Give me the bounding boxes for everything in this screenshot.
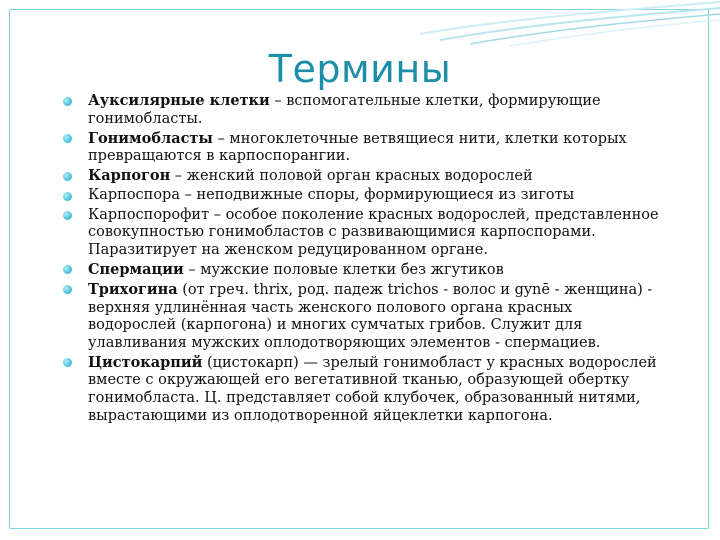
- list-item-auxiliary-cells: [63, 92, 663, 128]
- bullet-icon: [63, 211, 72, 220]
- decorative-wave: [400, 0, 720, 50]
- list-item-carpogonium: [63, 167, 663, 186]
- bullet-icon: [63, 285, 72, 294]
- term-definition: (от греч. thrix, род. падеж trichos - волос и gynē - женщина) - верхняя удлинённая часть женского полового органа красных водорослей (карпогона) и многих сумчатых грибов. Служит для улавливания мужских оплодотворяющих элементов - спермациев.: [88, 281, 653, 351]
- term-definition: – вспомогательные клетки, формирующие гонимобласты.: [88, 93, 601, 127]
- list-item-spermatia: [63, 261, 663, 280]
- bullet-icon: [63, 192, 72, 201]
- list-item-carpospore: [63, 187, 663, 205]
- term-name: Спермации: [88, 260, 184, 278]
- term-definition: – мужские половые клетки без жгутиков: [183, 261, 504, 278]
- term-definition: – женский половой орган красных водорослей: [170, 168, 533, 185]
- bullet-icon: [63, 172, 72, 181]
- bullet-icon: [63, 358, 72, 367]
- term-definition: – особое поколение красных водорослей, представленное совокупностью гонимобластов с развивающимися карпоспорами. Паразитирует на женском редуцированном органе.: [88, 206, 659, 258]
- bullet-icon: [63, 97, 72, 106]
- term-definition: (цистокарп) — зрелый гонимобласт у красных водорослей вместе с окружающей его вегетативной тканью, образующей обертку гонимобласта. Ц. представляет собой клубочек, образованный нитями, вырастающими из оплодотворенной яйцеклетки карпогона.: [88, 354, 657, 424]
- bullet-icon: [63, 134, 72, 143]
- list-item-trichogyne: [63, 281, 663, 352]
- list-item-carposporophyte: [63, 207, 663, 260]
- term-name: Трихогина: [88, 280, 178, 298]
- bullet-icon: [63, 265, 72, 274]
- list-item-gonimoblasts: [63, 130, 663, 166]
- term-name: Гонимобласты: [88, 129, 213, 147]
- terms-list: [88, 92, 688, 427]
- term-name: Ауксилярные клетки: [88, 92, 270, 109]
- term-definition: – неподвижные споры, формирующиеся из зиготы: [179, 187, 575, 204]
- slide-title: Термины: [268, 47, 452, 91]
- term-name: Карпогон: [88, 167, 171, 185]
- term-definition: – многоклеточные ветвящиеся нити, клетки которых превращаются в карпоспорангии.: [88, 130, 627, 165]
- term-name: Цистокарпий: [88, 353, 203, 371]
- term-name: Карпоспора: [88, 187, 180, 204]
- list-item-cystocarp: [63, 354, 663, 425]
- term-name: Карпоспорофит: [88, 206, 210, 223]
